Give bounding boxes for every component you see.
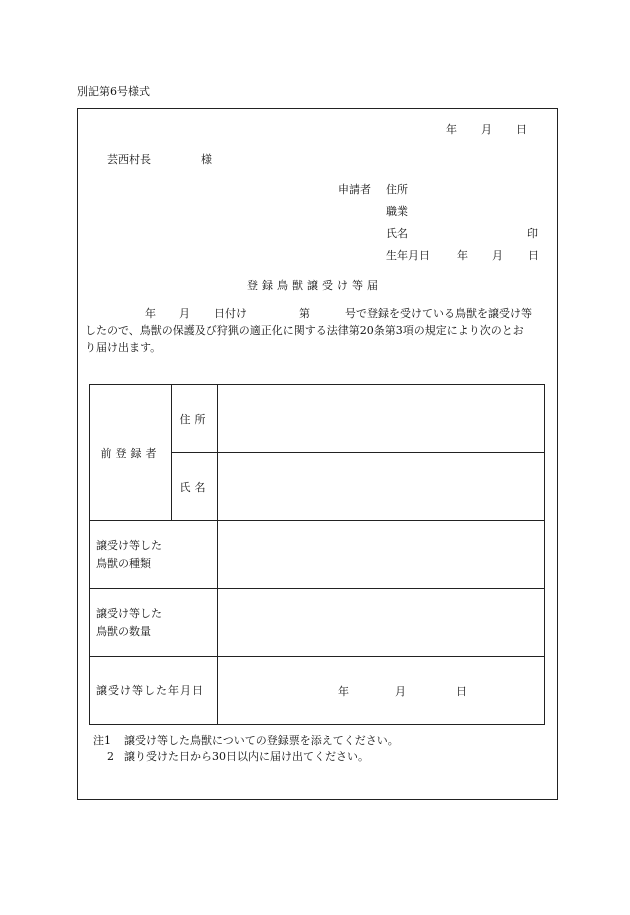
- quantity-label-line1: 譲受け等した: [96, 607, 162, 621]
- quantity-field[interactable]: [218, 589, 545, 657]
- note2-prefix: 2: [107, 750, 114, 763]
- table-row: [90, 589, 545, 657]
- body-line2: したので、鳥獣の保護及び狩猟の適正化に関する法律第20条第3項の規定により次のとお: [85, 324, 524, 337]
- applicant-address-label: 住所: [386, 183, 408, 196]
- body-year: 年: [145, 307, 156, 320]
- registration-table: [89, 384, 545, 725]
- address-label: 住所: [172, 385, 218, 453]
- species-label-line2: 鳥獣の種類: [96, 556, 151, 570]
- note2-text: 譲り受けた日から30日以内に届け出てください。: [124, 750, 369, 763]
- species-field[interactable]: [218, 521, 545, 589]
- body-line1-tail: 号で登録を受けている鳥獣を譲受け等: [345, 307, 532, 320]
- transfer-date-label: 譲受け等した年月日: [90, 657, 218, 725]
- transfer-date-month: 月: [395, 685, 406, 698]
- transfer-date-day: 日: [456, 685, 467, 698]
- applicant-birthdate-label: 生年月日: [386, 249, 430, 262]
- body-dated: 日付け: [214, 307, 247, 320]
- document-title: 登録鳥獣譲受け等届: [247, 279, 382, 292]
- applicant-occupation-label: 職業: [386, 205, 408, 218]
- species-label: [90, 521, 218, 589]
- birth-day-label: 日: [528, 249, 539, 262]
- table-row: [90, 657, 545, 725]
- name-label: 氏名: [172, 453, 218, 521]
- table-row: [90, 521, 545, 589]
- species-label-line1: 譲受け等した: [96, 539, 162, 553]
- quantity-label: [90, 589, 218, 657]
- applicant-role: 申請者: [338, 183, 371, 196]
- note1-prefix: 注1: [93, 734, 111, 747]
- body-month: 月: [179, 307, 190, 320]
- body-line3: り届け出ます。: [85, 341, 162, 354]
- addressee-honorific: 様: [201, 153, 212, 166]
- quantity-label-line2: 鳥獣の数量: [96, 624, 151, 638]
- date-month-label: 月: [481, 123, 492, 136]
- date-year-label: 年: [446, 123, 457, 136]
- applicant-name-label: 氏名: [386, 227, 408, 240]
- previous-registrant-label: 前登録者: [90, 385, 172, 521]
- name-field[interactable]: [218, 453, 545, 521]
- birth-year-label: 年: [457, 249, 468, 262]
- seal-mark: 印: [527, 227, 538, 240]
- table-row: [90, 385, 545, 453]
- transfer-date-year: 年: [338, 685, 349, 698]
- birth-month-label: 月: [492, 249, 503, 262]
- form-number: 別記第6号様式: [77, 85, 150, 98]
- address-field[interactable]: [218, 385, 545, 453]
- addressee-name: 芸西村長: [107, 153, 151, 166]
- body-number-prefix: 第: [299, 307, 310, 320]
- date-day-label: 日: [516, 123, 527, 136]
- note1-text: 譲受け等した鳥獣についての登録票を添えてください。: [124, 734, 399, 747]
- transfer-date-field[interactable]: [218, 657, 545, 725]
